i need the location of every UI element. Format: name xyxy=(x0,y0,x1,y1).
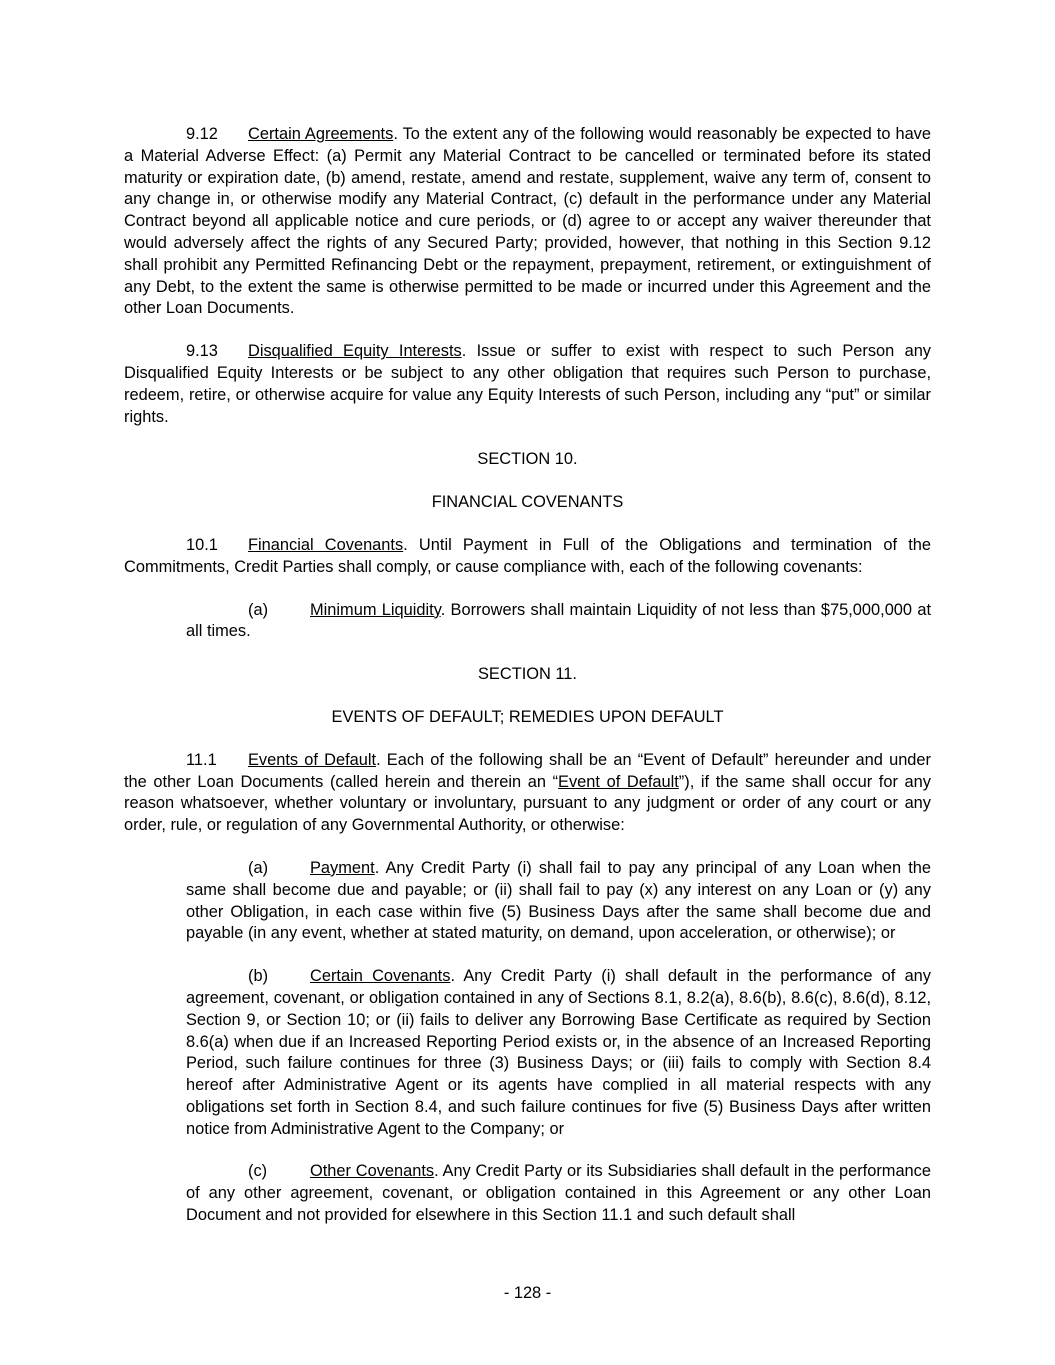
clause-title: Minimum Liquidity xyxy=(310,600,441,619)
clause-11-1-a xyxy=(186,858,931,945)
section-9-13 xyxy=(124,341,931,428)
section-title: Events of Default xyxy=(248,750,377,769)
section-body: . Issue or suffer to exist with respect to such Person any Disqualified Equity Interests or be subject to any other obligation that requires such Person to purchase, redeem, retire, or otherwise acquire for value any Equity Interests of such Person, including any “put” or similar rights. xyxy=(124,342,931,426)
clause-11-1-c xyxy=(186,1161,931,1226)
clause-11-1-b xyxy=(186,966,931,1140)
section-title: Certain Agreements xyxy=(248,125,394,143)
clause-title: Certain Covenants xyxy=(310,967,451,986)
page-number: - 128 - xyxy=(503,1284,552,1302)
section-body: . To the extent any of the following would reasonably be expected to have a Material Adverse Effect: (a) Permit any Material Contract to be cancelled or terminated before its stated maturity or expiration date, (b) amend, restate, amend and restate, supplement, waive any term of, consent to any change in, or otherwise modify any Material Contract, (c) default in the performance under any Material Contract beyond all applicable notice and cure periods, or (d) agree to or accept any waiver thereunder that would adversely affect the rights of any Secured Party; provided, however, that nothing in this Section 9.12 shall prohibit any Permitted Refinancing Debt or the repayment, prepayment, retirement, or extinguishment of any Debt, to the extent the same is otherwise permitted to be made or incurred under this Agreement and the other Loan Documents. xyxy=(124,125,931,318)
clause-letter: (a) xyxy=(248,858,269,877)
section-body: . Until Payment in Full of the Obligations and termination of the Commitments, Credit Parties shall comply, or cause compliance with, each of the following covenants: xyxy=(124,535,932,576)
clause-letter: (c) xyxy=(248,1162,268,1181)
section-9-12 xyxy=(124,124,931,320)
clause-letter: (a) xyxy=(248,600,269,619)
clause-title: Other Covenants xyxy=(310,1162,435,1181)
section-11-heading: SECTION 11. xyxy=(478,665,577,684)
section-11-title: EVENTS OF DEFAULT; REMEDIES UPON DEFAULT xyxy=(331,707,724,726)
section-10-heading: SECTION 10. xyxy=(477,450,578,469)
section-number: 11.1 xyxy=(186,750,217,769)
section-11-1 xyxy=(124,750,931,837)
section-body-post: ”), if the same shall occur for any reason whatsoever, whether voluntary or involuntary, pursuant to any judgment or order of any court or any order, rule, or regulation of any Governmental Authority, or otherwise: xyxy=(124,772,931,835)
clause-body: . Any Credit Party (i) shall default in the performance of any agreement, covenant, or obligation contained in any of Sections 8.1, 8.2(a), 8.6(b), 8.6(c), 8.6(d), 8.12, Section 9, or Section 10; or (ii) fails to deliver any Borrowing Base Certificate as required by Section 8.6(a) when due if an Increased Reporting Period exists or, in the absence of an Increased Reporting Period, such failure continues for three (3) Business Days; or (iii) fails to comply with Section 8.4 hereof after Administrative Agent or its agents have complied in all material respects with any obligations set forth in Section 8.4, and such failure continues for five (5) Business Days after written notice from Administrative Agent to the Company; or xyxy=(186,967,931,1138)
document-page xyxy=(124,124,931,1248)
clause-title: Payment xyxy=(310,858,375,877)
clause-10-1-a xyxy=(186,600,931,644)
defined-term: Event of Default xyxy=(558,772,679,791)
clause-body: . Borrowers shall maintain Liquidity of not less than $75,000,000 at all times. xyxy=(186,600,932,641)
clause-body: . Any Credit Party (i) shall fail to pay any principal of any Loan when the same shall become due and payable; or (ii) shall fail to pay (x) any interest on any Loan or (y) any other Obligation, in each case within five (5) Business Days after the same shall become due and payable (in any event, whether at stated maturity, on demand, upon acceleration, or otherwise); or xyxy=(186,858,931,943)
section-number: 9.12 xyxy=(186,125,218,143)
section-title: Disqualified Equity Interests xyxy=(248,342,462,361)
section-title: Financial Covenants xyxy=(248,535,404,554)
section-10-title: FINANCIAL COVENANTS xyxy=(431,493,624,512)
clause-letter: (b) xyxy=(248,967,269,986)
clause-body: . Any Credit Party or its Subsidiaries shall default in the performance of any other agreement, covenant, or obligation contained in this Agreement or any other Loan Document and not provided for elsewhere in this Section 11.1 and such default shall xyxy=(186,1162,931,1225)
section-number: 9.13 xyxy=(186,342,218,361)
section-number: 10.1 xyxy=(186,535,218,554)
section-body-pre: . Each of the following shall be an “Event of Default” hereunder and under the other Loan Documents (called herein and therein an “ xyxy=(124,750,931,791)
section-10-1 xyxy=(124,535,931,579)
